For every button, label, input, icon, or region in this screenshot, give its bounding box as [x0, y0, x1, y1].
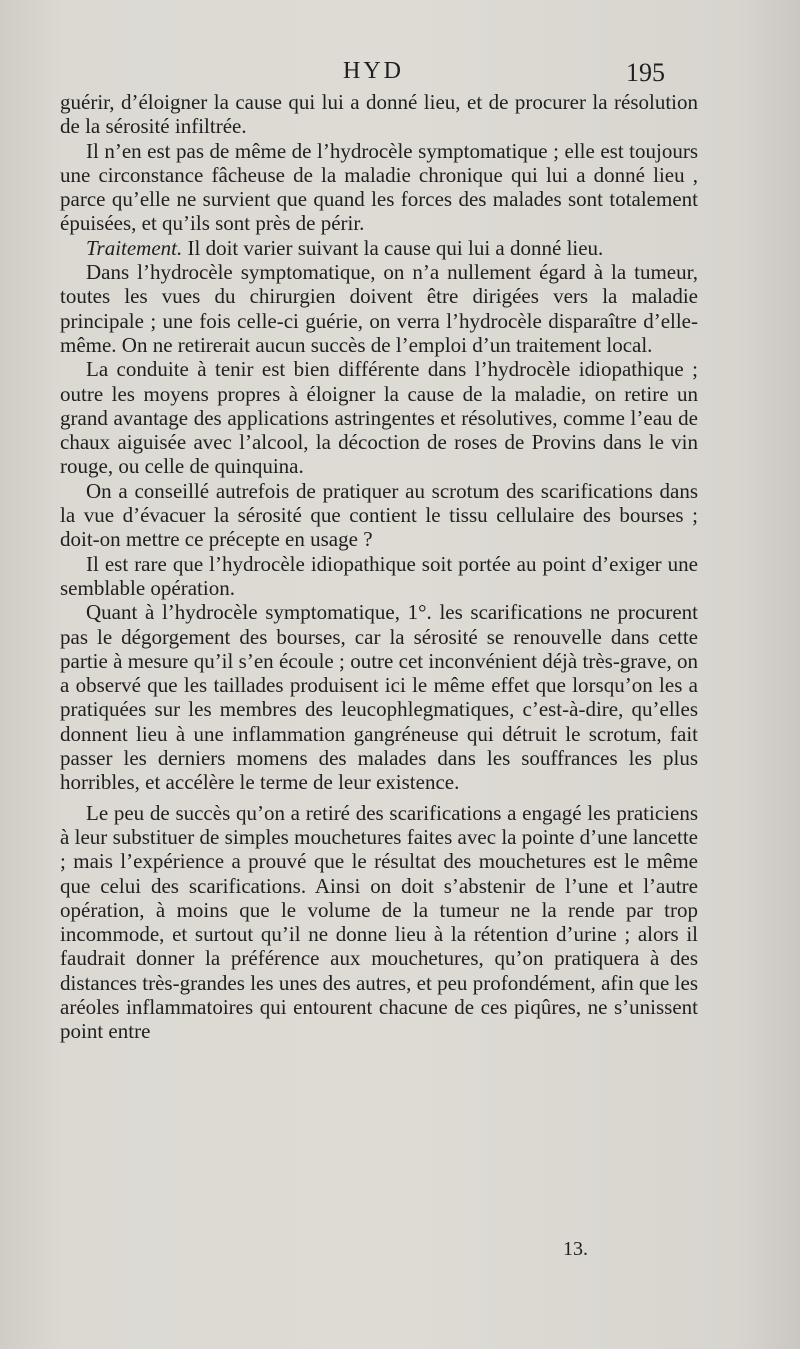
treatment-text: Il doit varier suivant la cause qui lui a donné lieu. — [182, 235, 604, 260]
page-header — [0, 58, 800, 88]
paragraph-scarifications-question: On a conseillé autrefois de pratiquer au scrotum des scarifications dans la vue d’évacuer la sérosité que contient le tissu cellulaire des bourses ; doit-on mettre ce précepte en usage ? — [60, 478, 698, 552]
running-head: HYD — [343, 58, 404, 84]
paragraph-treatment — [60, 236, 698, 260]
page-number: 195 — [626, 58, 665, 87]
paragraph-symptomatic-prognosis: Il n’en est pas de même de l’hydrocèle symptomatique ; elle est toujours une circonstance fâcheuse de la maladie chronique qui lui a donné lieu , parce qu’elle ne survient que quand les forces des malades sont totalement épuisées, et qu’ils sont près de périr. — [60, 138, 698, 236]
treatment-heading: Traitement. — [86, 235, 183, 260]
paragraph-symptomatic-treatment: Dans l’hydrocèle symptomatique, on n’a nullement égard à la tumeur, toutes les vues du chirurgien doivent être dirigées vers la maladie principale ; une fois celle-ci guérie, on verra l’hydrocèle disparaître d’elle-même. On ne retirerait aucun succès de l’emploi d’un traitement local. — [60, 260, 698, 357]
paragraph-mouchetures: Le peu de succès qu’on a retiré des scarifications a engagé les praticiens à leur substituer de simples mouchetures faites avec la pointe d’une lancette ; mais l’expérience a prouvé que le résultat des mouchetures est le même que celui des scarifications. Ainsi on doit s’abstenir de l’une et l’autre opération, à moins que le volume de la tumeur ne la rende par trop incommode, et surtout qu’il ne donne lieu à la rétention d’urine ; alors il faudrait donner la préférence aux mouchetures, qu’on pratiquera à des distances très-grandes les unes des autres, et peu profondément, afin que les aréoles inflammatoires qui entourent chacune de ces piqûres, ne s’unissent point entre — [60, 800, 698, 1044]
paragraph-idiopathic-rare: Il est rare que l’hydrocèle idiopathique soit portée au point d’exiger une semblable opération. — [60, 551, 698, 600]
page-body — [60, 90, 698, 1044]
paragraph-symptomatic-scarifications: Quant à l’hydrocèle symptomatique, 1°. les scarifications ne procurent pas le dégorgement des bourses, car la sérosité se renouvelle dans cette partie à mesure qu’il s’en écoule ; outre cet inconvénient déjà très-grave, on a observé que les taillades produisent ici le même effet que lorsqu’on les a pratiquées sur les membres des leucophlegmatiques, c’est-à-dire, qu’elles donnent lieu à une inflammation gangréneuse qui détruit le scrotum, fait passer les derniers momens des malades dans les souffrances les plus horribles, et accélère le terme de leur existence. — [60, 600, 698, 795]
paragraph-continuation: guérir, d’éloigner la cause qui lui a donné lieu, et de procurer la résolution de la sérosité infiltrée. — [60, 90, 698, 139]
paragraph-idiopathic-treatment: La conduite à tenir est bien différente dans l’hydrocèle idiopathique ; outre les moyens propres à éloigner la cause de la maladie, on retire un grand avantage des applications astringentes et résolutives, comme l’eau de chaux aiguisée avec l’alcool, la décoction de roses de Provins dans le vin rouge, ou celle de quinquina. — [60, 357, 698, 479]
signature-mark: 13. — [563, 1238, 588, 1260]
